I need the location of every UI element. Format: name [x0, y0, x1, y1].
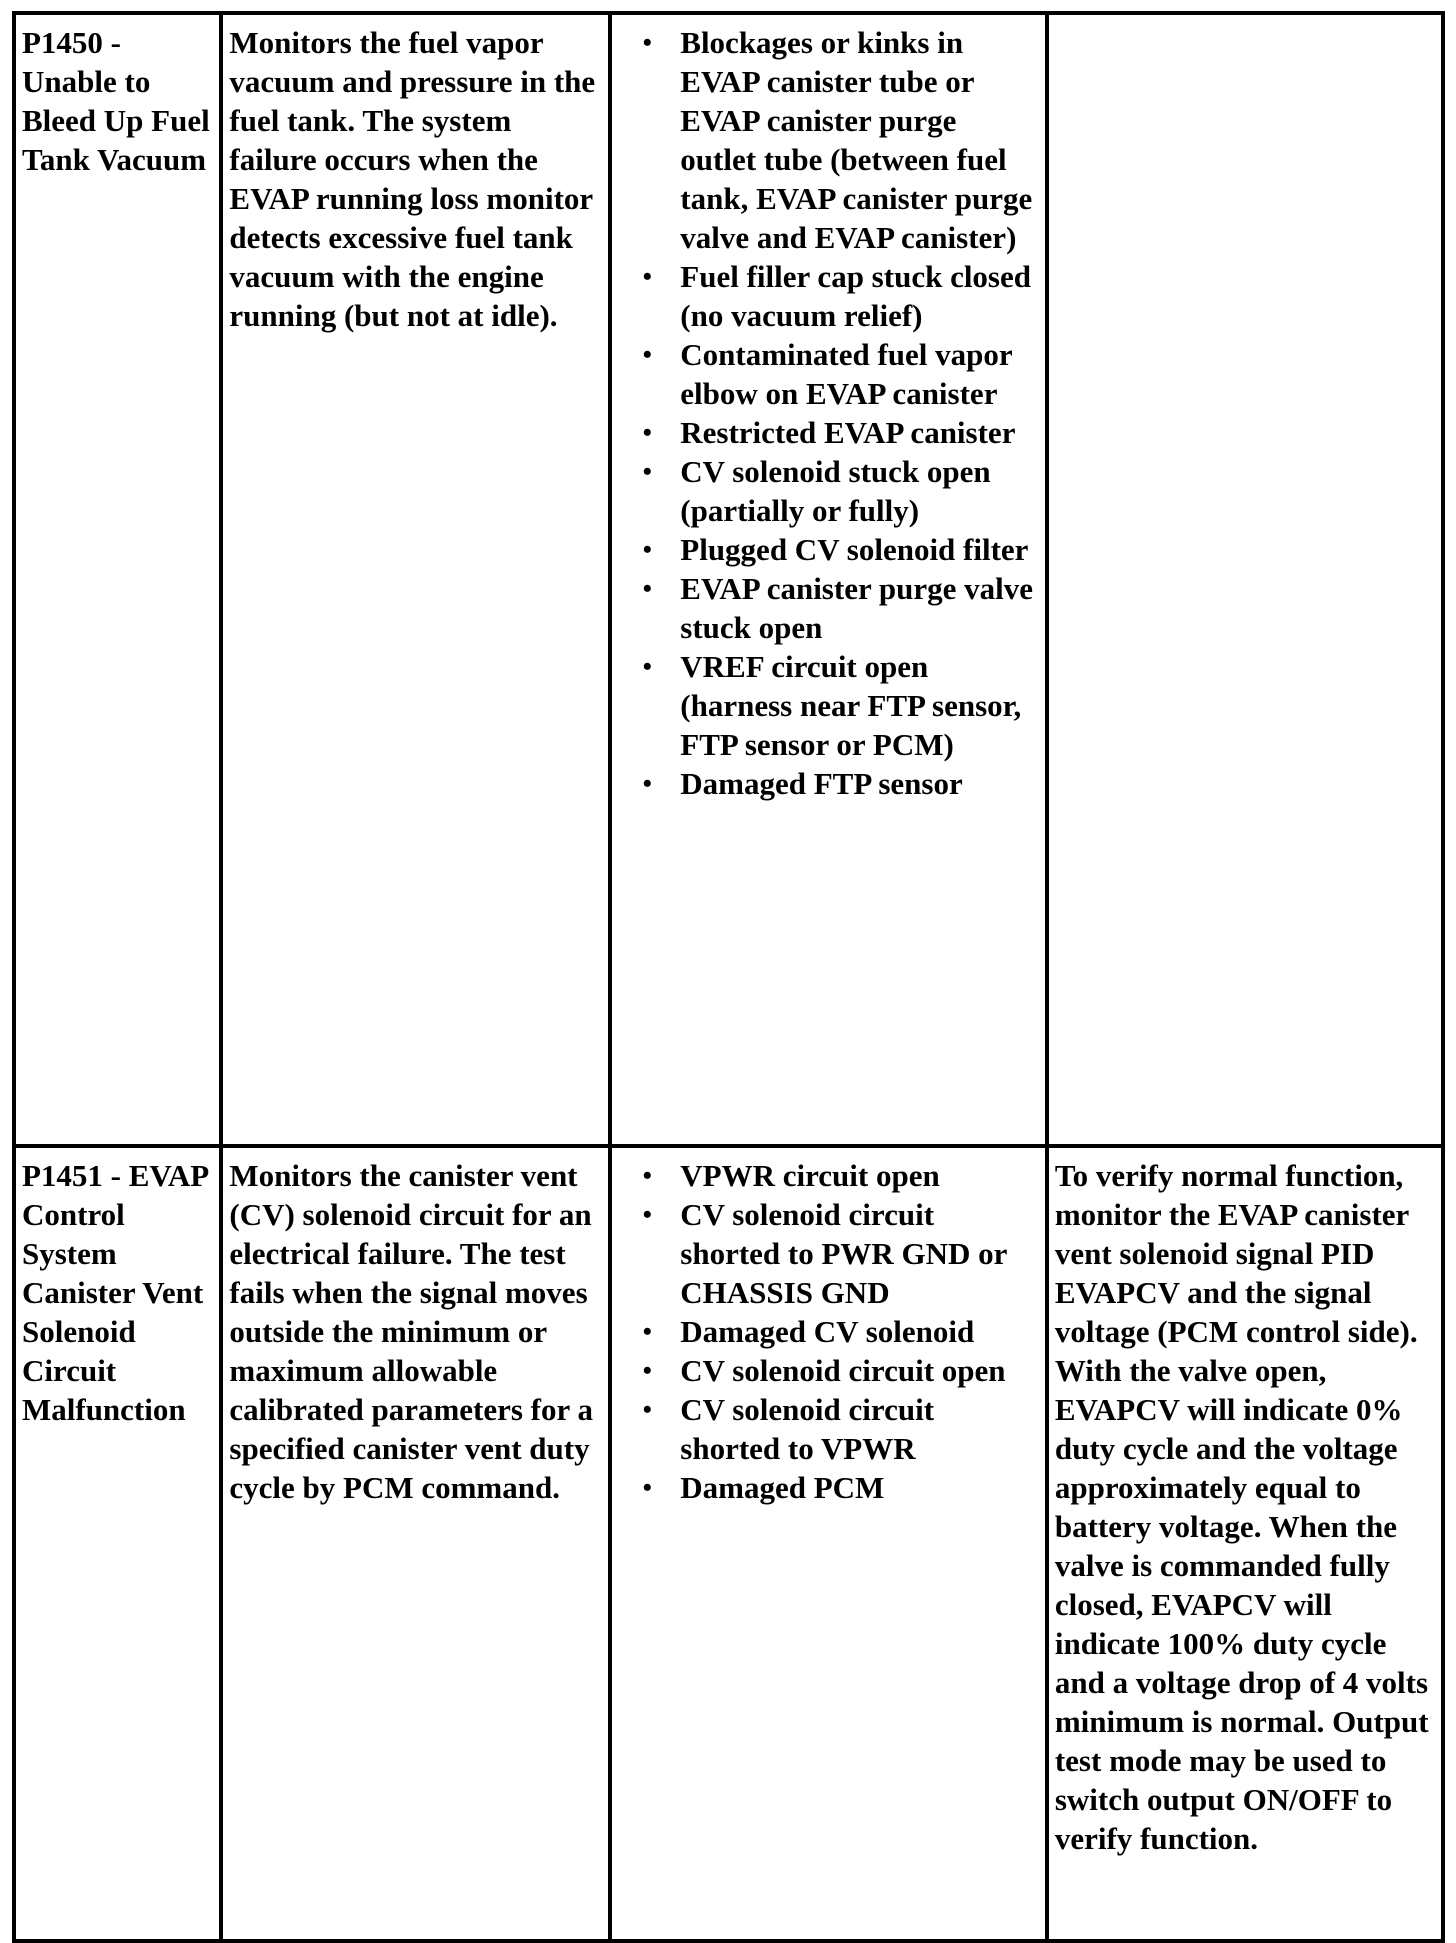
list-item [618, 1390, 1039, 1468]
bullet-icon: • [642, 262, 652, 291]
bullet-icon: • [642, 1200, 652, 1229]
list-item [618, 1156, 1039, 1195]
list-item [618, 764, 1039, 803]
bullet-icon: • [642, 457, 652, 486]
description-cell: Monitors the canister vent (CV) solenoid circuit for an electrical failure. The test fails when the signal moves outside the minimum or maximum allowable calibrated parameters for a specified canister vent duty cycle by PCM command. [221, 1146, 610, 1941]
cause-text: Damaged PCM [680, 1470, 885, 1505]
list-item [618, 647, 1039, 764]
list-item [618, 1195, 1039, 1312]
action-cell [1047, 13, 1443, 1146]
cause-text: CV solenoid circuit open [680, 1353, 1006, 1388]
dtc-table [12, 11, 1445, 1943]
bullet-icon: • [642, 1356, 652, 1385]
cause-text: Damaged CV solenoid [680, 1314, 975, 1349]
bullet-icon: • [642, 1473, 652, 1502]
list-item [618, 257, 1039, 335]
bullet-icon: • [642, 418, 652, 447]
cause-text: VREF circuit open (harness near FTP sensor, FTP sensor or PCM) [680, 649, 1022, 762]
bullet-icon: • [642, 769, 652, 798]
cause-text: Contaminated fuel vapor elbow on EVAP canister [680, 337, 1013, 411]
list-item [618, 1351, 1039, 1390]
causes-cell [610, 13, 1047, 1146]
list-item [618, 413, 1039, 452]
causes-list [618, 1156, 1039, 1507]
cause-text: CV solenoid circuit shorted to PWR GND or CHASSIS GND [680, 1197, 1007, 1310]
list-item [618, 569, 1039, 647]
bullet-icon: • [642, 1395, 652, 1424]
cause-text: Plugged CV solenoid filter [680, 532, 1029, 567]
cause-text: CV solenoid stuck open (partially or fully) [680, 454, 991, 528]
dtc-code-cell: P1450 - Unable to Bleed Up Fuel Tank Vacuum [14, 13, 221, 1146]
bullet-icon: • [642, 535, 652, 564]
action-cell: To verify normal function, monitor the EVAP canister vent solenoid signal PID EVAPCV and the signal voltage (PCM control side). With the valve open, EVAPCV will indicate 0% duty cycle and the voltage approximately equal to battery voltage. When the valve is commanded fully closed, EVAPCV will indicate 100% duty cycle and a voltage drop of 4 volts minimum is normal. Output test mode may be used to switch output ON/OFF to verify function. [1047, 1146, 1443, 1941]
cause-text: Restricted EVAP canister [680, 415, 1016, 450]
description-cell: Monitors the fuel vapor vacuum and pressure in the fuel tank. The system failure occurs when the EVAP running loss monitor detects excessive fuel tank vacuum with the engine running (but not at idle). [221, 13, 610, 1146]
bullet-icon: • [642, 28, 652, 57]
cause-text: Damaged FTP sensor [680, 766, 963, 801]
dtc-code-cell: P1451 - EVAP Control System Canister Vent Solenoid Circuit Malfunction [14, 1146, 221, 1941]
cause-text: VPWR circuit open [680, 1158, 940, 1193]
bullet-icon: • [642, 652, 652, 681]
bullet-icon: • [642, 340, 652, 369]
cause-text: EVAP canister purge valve stuck open [680, 571, 1034, 645]
bullet-icon: • [642, 574, 652, 603]
list-item [618, 1468, 1039, 1507]
list-item [618, 530, 1039, 569]
causes-list [618, 23, 1039, 803]
cause-text: CV solenoid circuit shorted to VPWR [680, 1392, 935, 1466]
causes-cell [610, 1146, 1047, 1941]
list-item [618, 452, 1039, 530]
cause-text: Blockages or kinks in EVAP canister tube or EVAP canister purge outlet tube (between fuel tank, EVAP canister purge valve and EVAP canister) [680, 25, 1033, 255]
table-row [14, 1146, 1443, 1941]
table-row [14, 13, 1443, 1146]
bullet-icon: • [642, 1317, 652, 1346]
list-item [618, 1312, 1039, 1351]
bullet-icon: • [642, 1161, 652, 1190]
list-item [618, 23, 1039, 257]
cause-text: Fuel filler cap stuck closed (no vacuum relief) [680, 259, 1031, 333]
list-item [618, 335, 1039, 413]
